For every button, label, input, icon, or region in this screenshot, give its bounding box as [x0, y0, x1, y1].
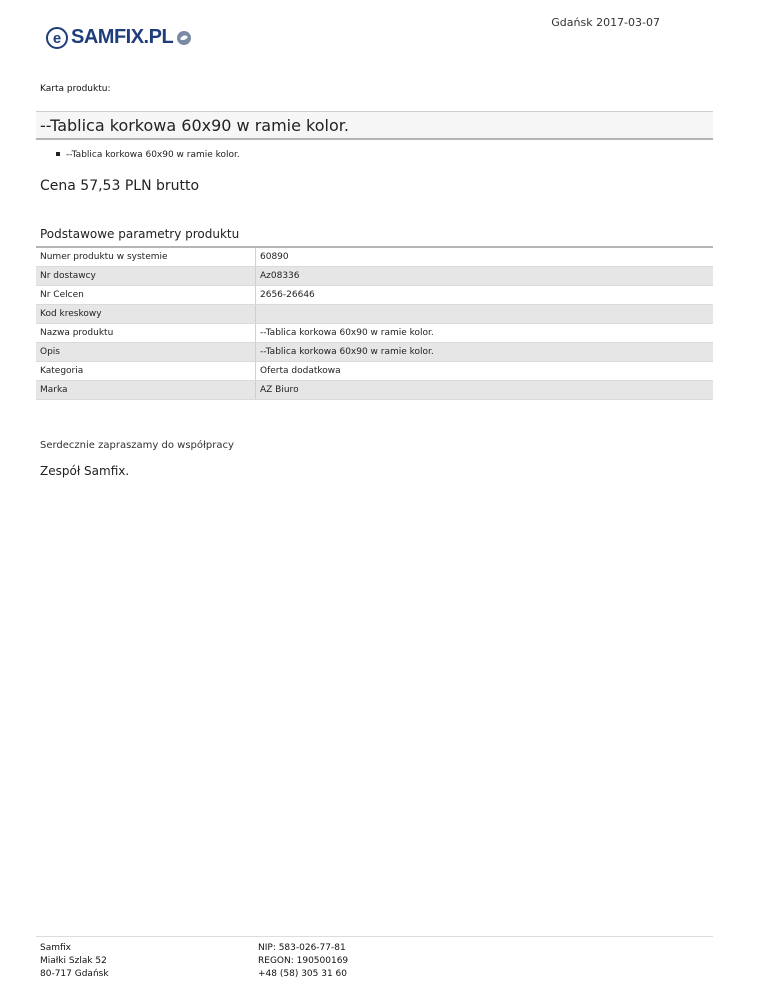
- section-label: Karta produktu:: [40, 84, 111, 94]
- param-key: Opis: [36, 343, 256, 362]
- footer-contact: [258, 942, 348, 981]
- invitation-text: Serdecznie zapraszamy do współpracy: [40, 440, 234, 451]
- param-key: Kategoria: [36, 362, 256, 381]
- param-value: Az08336: [256, 267, 714, 286]
- table-row: [36, 286, 713, 305]
- param-key: Nr Celcen: [36, 286, 256, 305]
- product-bullets: [56, 150, 240, 160]
- table-row: [36, 381, 713, 400]
- param-value: [256, 305, 714, 324]
- document-date: Gdańsk 2017-03-07: [551, 16, 660, 29]
- param-value: AZ Biuro: [256, 381, 714, 400]
- logo-text: SAMFIX.PL: [71, 26, 174, 48]
- footer-street: Miałki Szlak 52: [40, 956, 107, 966]
- param-key: Nr dostawcy: [36, 267, 256, 286]
- param-key: Kod kreskowy: [36, 305, 256, 324]
- footer-regon: REGON: 190500169: [258, 956, 349, 966]
- footer-phone: +48 (58) 305 31 60: [258, 969, 347, 979]
- product-price: Cena 57,53 PLN brutto: [40, 178, 200, 194]
- param-key: Marka: [36, 381, 256, 400]
- param-key: Numer produktu w systemie: [36, 247, 256, 267]
- table-row: [36, 324, 713, 343]
- table-row: [36, 267, 713, 286]
- param-value: Oferta dodatkowa: [256, 362, 714, 381]
- params-title: Podstawowe parametry produktu: [40, 227, 240, 241]
- footer-address: [40, 942, 109, 981]
- team-signature: Zespół Samfix.: [40, 464, 130, 478]
- product-title: --Tablica korkowa 60x90 w ramie kolor.: [40, 116, 349, 135]
- param-key: Nazwa produktu: [36, 324, 256, 343]
- footer-nip: NIP: 583-026-77-81: [258, 943, 346, 953]
- logo-e-icon: [46, 27, 68, 49]
- table-row: [36, 362, 713, 381]
- table-row: [36, 343, 713, 362]
- samfix-logo: [46, 26, 192, 49]
- param-value: --Tablica korkowa 60x90 w ramie kolor.: [256, 324, 714, 343]
- param-value: 2656-26646: [256, 286, 714, 305]
- param-value: 60890: [256, 247, 714, 267]
- list-item: --Tablica korkowa 60x90 w ramie kolor.: [56, 150, 240, 160]
- svg-text:e: e: [52, 29, 62, 47]
- table-row: [36, 305, 713, 324]
- params-table: [36, 246, 713, 400]
- footer-divider: [36, 936, 713, 937]
- logo-leaf-icon: [176, 30, 192, 46]
- param-value: --Tablica korkowa 60x90 w ramie kolor.: [256, 343, 714, 362]
- footer-city: 80-717 Gdańsk: [40, 969, 109, 979]
- footer-company: Samfix: [40, 943, 71, 953]
- table-row: [36, 247, 713, 267]
